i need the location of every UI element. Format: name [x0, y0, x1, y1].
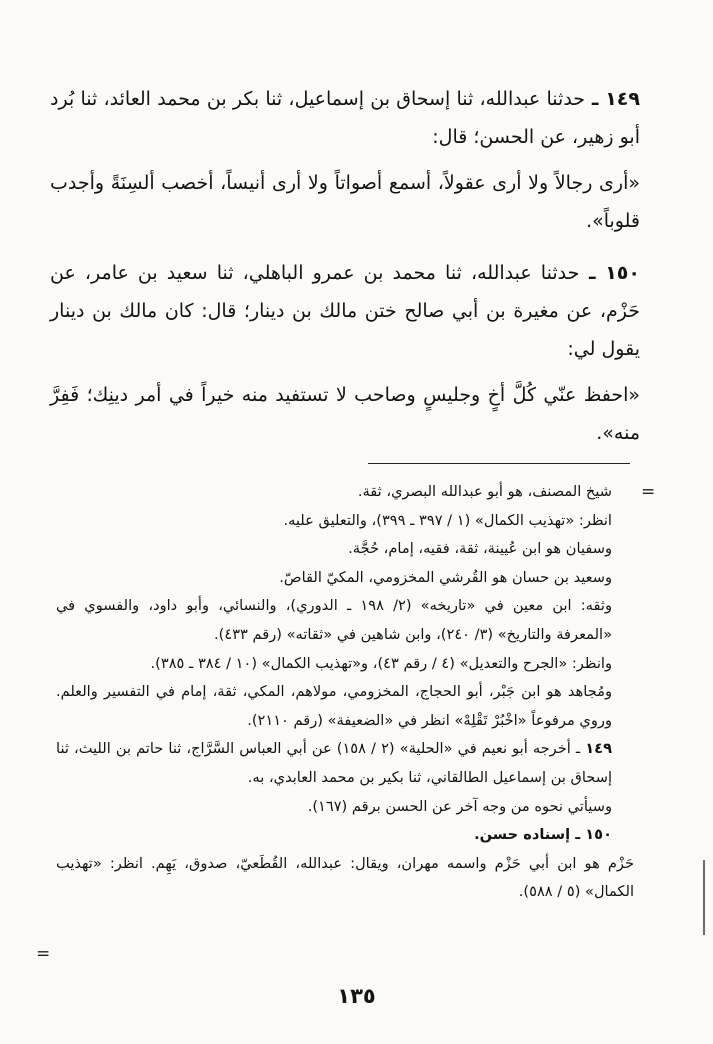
hadith-150-block — [50, 254, 640, 452]
footnote-149-text: ـ أخرجه أبو نعيم في «الحلية» (٢ / ١٥٨) عن أبي العباس السَّرَّاج، ثنا حاتم بن الليث، ثنا إسحاق بن إسماعيل الطالقاني، ثنا بكير بن محمد العابدي، به. — [56, 740, 612, 786]
footnotes — [56, 478, 634, 907]
continuation-mark-top: = — [641, 482, 656, 502]
footnote-line: وسفيان هو ابن عُيينة، ثقة، فقيه، إمام، حُجَّة. — [348, 540, 612, 558]
continuation-mark-bottom: = — [36, 944, 51, 964]
number-dash: ـ — [585, 88, 606, 110]
footnote-149 — [56, 735, 634, 792]
footnote-line: وثقه: ابن معين في «تاريخه» (٢/ ١٩٨ ـ الدوري)، والنسائي، وأبو داود، والفسوي في «المعرفة والتاريخ» (٣/ ٢٤٠)، وابن شاهين في «ثقاته» (رقم ٤٣٣). — [56, 597, 613, 643]
hadith-149-block — [50, 80, 640, 240]
footnote-149-number: ١٤٩ — [585, 740, 612, 758]
footnote-line: وانظر: «الجرح والتعديل» (٤ / رقم ٤٣)، و«تهذيب الكمال» (١٠ / ٣٨٤ ـ ٣٨٥). — [150, 654, 612, 672]
hadith-150-isnad-text: حدثنا عبدالله، ثنا محمد بن عمرو الباهلي، ثنا سعيد بن عامر، عن حَزْم، عن مغيرة بن أبي صالح ختن مالك بن دينار؛ قال: كان مالك بن دينار يقول لي: — [50, 262, 640, 360]
footnote-line: انظر: «تهذيب الكمال» (١ / ٣٩٧ ـ ٣٩٩)، والتعليق عليه. — [283, 511, 612, 529]
footnote-150-heading — [56, 821, 634, 850]
hadith-149-isnad-text: حدثنا عبدالله، ثنا إسحاق بن إسماعيل، ثنا بكر بن محمد العائد، ثنا بُرد أبو زهير، عن الحسن؛ قال: — [50, 88, 640, 148]
binding-edge — [703, 860, 705, 935]
hadith-149-number: ١٤٩ — [605, 88, 640, 110]
footnote-150-text: حَزْم هو ابن أبي حَزْم واسمه مهران، ويقال: عبدالله، القُطَعيّ، صدوق، يَهِم. انظر: «تهذيب الكمال» (٥ / ٥٨٨). — [56, 854, 634, 901]
hadith-149-matn: «أرى رجالاً ولا أرى عقولاً، أسمع أصواتاً ولا أرى أنيساً، أخصب ألسِنَةً وأجدب قلوباً». — [50, 172, 640, 232]
hadith-150-matn: «احفظ عنّي كُلَّ أخٍ وجليسٍ وصاحب لا تستفيد منه خيراً في أمر دينِك؛ فَفِرَّ منه». — [50, 384, 640, 444]
footnote-149-extra: وسيأتي نحوه من وجه آخر عن الحسن برقم (١٦٧). — [307, 797, 612, 815]
footnote-line: ومُجاهد هو ابن جَبْر، أبو الحجاج، المخزومي، مولاهم، المكي، ثقة، إمام في التفسير والعلم. وروي مرفوعاً «اخْبُرْ تَقْلِهْ» انظر في «الضعيفة» (رقم ٢١١٠). — [56, 683, 612, 729]
hadith-150-isnad — [50, 254, 640, 368]
footnote-line: وسعيد بن حسان هو القُرشي المخزومي، المكيّ القاصّ. — [279, 568, 612, 586]
hadith-150-number: ١٥٠ — [605, 262, 640, 284]
footnote-line: شيخ المصنف، هو أبو عبدالله البصري، ثقة. — [357, 483, 612, 500]
footnote-separator — [368, 463, 630, 464]
page-number: ١٣٥ — [337, 984, 376, 1008]
footnote-150-heading-text: ـ إسناده حسن. — [474, 826, 586, 844]
footnote-150-number: ١٥٠ — [585, 826, 612, 844]
number-dash: ـ — [579, 262, 606, 284]
hadith-149-isnad — [50, 80, 640, 156]
